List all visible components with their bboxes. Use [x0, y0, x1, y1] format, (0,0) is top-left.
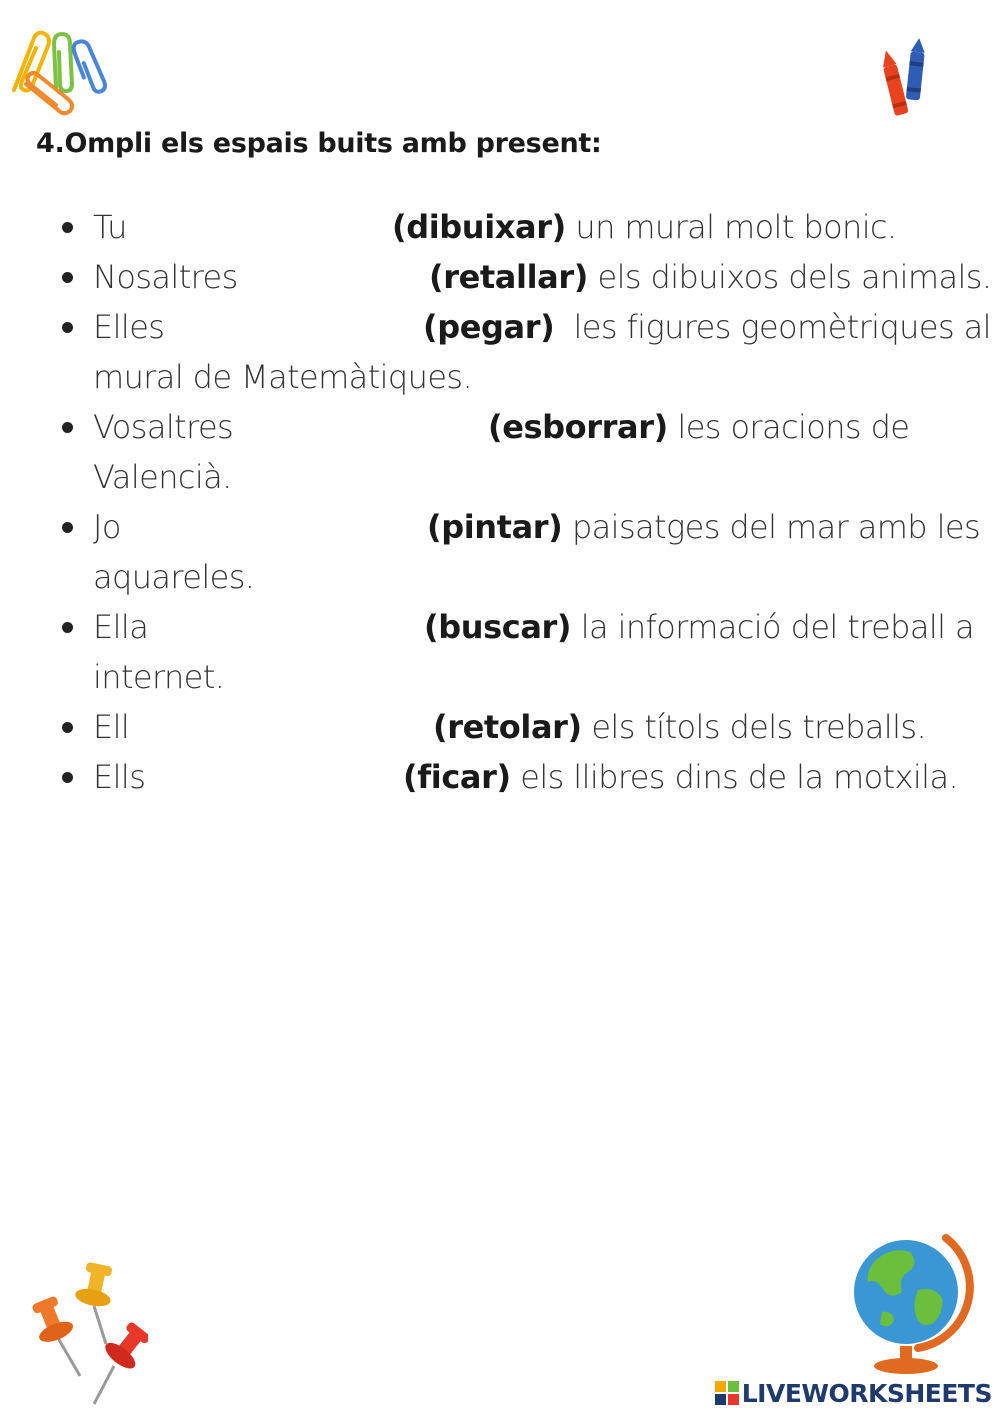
- sentence-rest: els títols dels treballs.: [581, 708, 927, 746]
- exercise-title: 4.Ompli els espais buits amb present:: [36, 128, 602, 159]
- subject-label: Tu: [93, 208, 127, 246]
- verb-hint: (esborrar): [488, 408, 668, 446]
- list-item: [0, 252, 1000, 302]
- sentence-continuation: mural de Matemàtiques.: [93, 358, 473, 396]
- verb-hint: (buscar): [424, 608, 572, 646]
- verb-hint: (pintar): [427, 508, 563, 546]
- list-item: [0, 402, 1000, 502]
- sentence-text: [424, 602, 974, 652]
- sentence-rest: els dibuixos dels animals.: [587, 258, 992, 296]
- subject-label: Ella: [93, 608, 149, 646]
- pushpins-icon: [14, 1258, 148, 1408]
- crayons-icon: [878, 38, 932, 122]
- list-item: [0, 752, 1000, 802]
- sentence-text: [423, 302, 991, 352]
- list-item: [0, 202, 1000, 252]
- sentence-text: [392, 202, 897, 252]
- verb-hint: (ficar): [403, 758, 511, 796]
- liveworksheets-brand: LIVEWORKSHEETS: [741, 1378, 992, 1408]
- verb-hint: (pegar): [423, 308, 555, 346]
- sentence-rest: els llibres dins de la motxila.: [510, 758, 959, 796]
- list-item: [0, 602, 1000, 702]
- subject-label: Ells: [93, 758, 146, 796]
- subject-label: Ell: [93, 708, 130, 746]
- sentence-continuation: internet.: [93, 658, 225, 696]
- sentence-text: [433, 702, 926, 752]
- subject-label: Vosaltres: [93, 408, 234, 446]
- sentence-text: [429, 252, 991, 302]
- sentence-rest: la informació del treball a: [571, 608, 975, 646]
- list-item: [0, 302, 1000, 402]
- exercise-list: [0, 202, 1000, 802]
- verb-hint: (retolar): [433, 708, 582, 746]
- globe-icon: [846, 1220, 976, 1378]
- sentence-text: [403, 752, 958, 802]
- subject-label: Jo: [93, 508, 121, 546]
- paperclips-icon: [4, 28, 112, 120]
- sentence-text: [488, 402, 909, 452]
- liveworksheets-logo-icon: [715, 1381, 739, 1405]
- verb-hint: (retallar): [429, 258, 588, 296]
- list-item: [0, 502, 1000, 602]
- sentence-rest: un mural molt bonic.: [565, 208, 897, 246]
- sentence-continuation: Valencià.: [93, 458, 232, 496]
- sentence-rest: paisatges del mar amb les: [562, 508, 981, 546]
- list-item: [0, 702, 1000, 752]
- sentence-text: [427, 502, 980, 552]
- liveworksheets-footer[interactable]: [715, 1379, 992, 1407]
- subject-label: Elles: [93, 308, 165, 346]
- verb-hint: (dibuixar): [392, 208, 566, 246]
- sentence-rest: les oracions de: [667, 408, 910, 446]
- subject-label: Nosaltres: [93, 258, 238, 296]
- sentence-rest: les figures geomètriques al: [554, 308, 991, 346]
- sentence-continuation: aquareles.: [93, 558, 255, 596]
